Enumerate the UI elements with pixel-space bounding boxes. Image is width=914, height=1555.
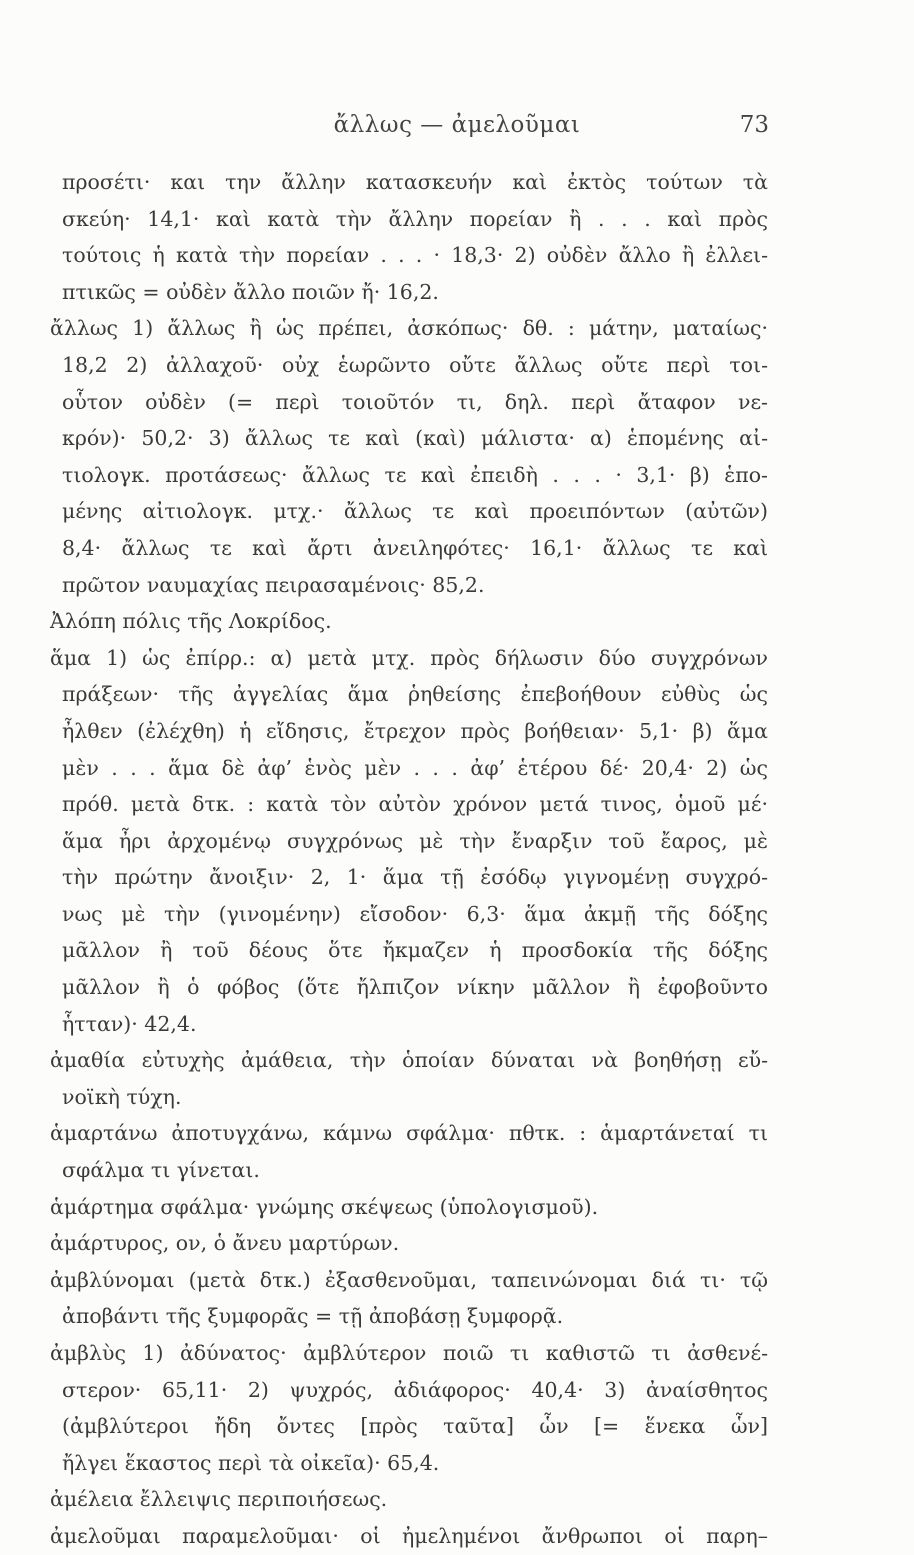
text-line: ἀμαθία εὐτυχὴς ἀμάθεια, τὴν ὁποίαν δύναται νὰ βοηθήσῃ εὔ- [50, 1048, 768, 1073]
text-line: νοϊκὴ τύχη. [62, 1084, 182, 1109]
text-line: ἄλλως 1) ἄλλως ἢ ὡς πρέπει, ἀσκόπως· δθ. : μάτην, ματαίως· [50, 316, 768, 341]
text-line: ἀμάρτυρος, ον, ὁ ἄνευ μαρτύρων. [50, 1231, 400, 1256]
text-line: μᾶλλον ἢ ὁ φόβος (ὅτε ἤλπιζον νίκην μᾶλλον ἢ ἐφοβοῦντο [62, 975, 768, 1000]
text-line: μᾶλλον ἢ τοῦ δέους ὅτε ἤκμαζεν ἡ προσδοκία τῆς δόξης [62, 938, 768, 963]
text-line: ἁμαρτάνω ἀποτυγχάνω, κάμνω σφάλμα· πθτκ. : ἁμαρτάνεταί τι [50, 1121, 768, 1146]
text-line: 8,4· ἄλλως τε καὶ ἄρτι ἀνειληφότες· 16,1· ἄλλως τε καὶ [62, 535, 768, 560]
text-line: Ἀλόπη πόλις τῆς Λοκρίδος. [50, 609, 332, 634]
text-line: προσέτι· και την ἄλλην κατασκευήν καὶ ἐκτὸς τούτων τὰ [62, 170, 768, 194]
text-line: 18,2 2) ἀλλαχοῦ· οὐχ ἑωρῶντο οὔτε ἄλλως οὔτε περὶ τοι- [62, 352, 768, 377]
text-line: ἤλγει ἕκαστος περὶ τὰ οἰκεῖα)· 65,4. [62, 1450, 440, 1475]
text-line: πρόθ. μετὰ δτκ. : κατὰ τὸν αὐτὸν χρόνον μετά τινος, ὁμοῦ μέ· [62, 792, 768, 817]
text-line: ἅμα 1) ὡς ἐπίρρ.: α) μετὰ μτχ. πρὸς δήλωσιν δύο συγχρόνων [50, 645, 768, 670]
text-line: πράξεων· τῆς ἀγγελίας ἅμα ῥηθείσης ἐπεβοήθουν εὐθὺς ὡς [62, 682, 768, 707]
text-line: πτικῶς = οὐδὲν ἄλλο ποιῶν ἤ· 16,2. [62, 279, 439, 304]
text-line: σφάλμα τι γίνεται. [62, 1158, 260, 1183]
text-line: ἀμελοῦμαι παραμελοῦμαι· οἱ ἠμελημένοι ἄνθρωποι οἱ παρη– [50, 1523, 768, 1548]
text-line: ἀποβάντι τῆς ξυμφορᾶς = τῇ ἀποβάσῃ ξυμφορᾷ. [62, 1304, 564, 1329]
text-line: οὗτον οὐδὲν (= περὶ τοιοῦτόν τι, δηλ. περὶ ἄταφον νε- [62, 389, 768, 414]
text-line: (ἀμβλύτεροι ἤδη ὄντες [πρὸς ταῦτα] ὧν [= ἕνεκα ὧν] [62, 1414, 768, 1439]
text-line: ἀμβλύνομαι (μετὰ δτκ.) ἐξασθενοῦμαι, ταπεινώνομαι διά τι· τῷ [50, 1267, 768, 1292]
page-number: 73 [739, 112, 769, 138]
page-header [0, 112, 914, 148]
text-line: ἅμα ἦρι ἀρχομένῳ συγχρόνως μὲ τὴν ἔναρξιν τοῦ ἔαρος, μὲ [62, 828, 768, 853]
text-line: σκεύη· 14,1· καὶ κατὰ τὴν ἄλλην πορείαν ἢ . . . καὶ πρὸς [62, 206, 768, 231]
text-line: μὲν . . . ἅμα δὲ ἀφ’ ἑνὸς μὲν . . . ἀφ’ ἑτέρου δέ· 20,4· 2) ὡς [62, 755, 768, 780]
text-line: νως μὲ τὴν (γινομένην) εἴσοδον· 6,3· ἅμα ἀκμῇ τῆς δόξης [62, 901, 768, 926]
running-head: ἄλλως — ἀμελοῦμαι [333, 112, 581, 138]
text-line: τούτοις ἡ κατὰ τὴν πορείαν . . . · 18,3· 2) οὐδὲν ἄλλο ἢ ἐλλει- [62, 243, 768, 268]
text-line: ἀμβλὺς 1) ἀδύνατος· ἀμβλύτερον ποιῶ τι καθιστῶ τι ἀσθενέ- [50, 1341, 768, 1365]
text-line: στερον· 65,11· 2) ψυχρός, ἀδιάφορος· 40,4· 3) ἀναίσθητος [62, 1377, 768, 1402]
text-line: ἀμέλεια ἔλλειψις περιποιήσεως. [50, 1487, 388, 1512]
text-line: τιολογκ. προτάσεως· ἄλλως τε καὶ ἐπειδὴ . . . · 3,1· β) ἑπο- [62, 462, 768, 487]
text-line: ἧτταν)· 42,4. [62, 1011, 197, 1036]
text-line: ἁμάρτημα σφάλμα· γνώμης σκέψεως (ὑπολογισμοῦ). [50, 1194, 599, 1219]
text-line: κρόν)· 50,2· 3) ἄλλως τε καὶ (καὶ) μάλιστα· α) ἑπομένης αἰ- [62, 426, 768, 451]
text-line: πρῶτον ναυμαχίας πειρασαμένοις· 85,2. [62, 572, 485, 597]
text-line: τὴν πρώτην ἄνοιξιν· 2, 1· ἅμα τῇ ἐσόδῳ γιγνομένῃ συγχρό- [62, 865, 768, 890]
text-line: μένης αἰτιολογκ. μτχ.· ἄλλως τε καὶ προειπόντων (αὐτῶν) [62, 499, 768, 524]
text-line: ἦλθεν (ἐλέχθη) ἡ εἴδησις, ἔτρεχον πρὸς βοήθειαν· 5,1· β) ἅμα [62, 718, 768, 743]
dictionary-entries [50, 164, 768, 1555]
